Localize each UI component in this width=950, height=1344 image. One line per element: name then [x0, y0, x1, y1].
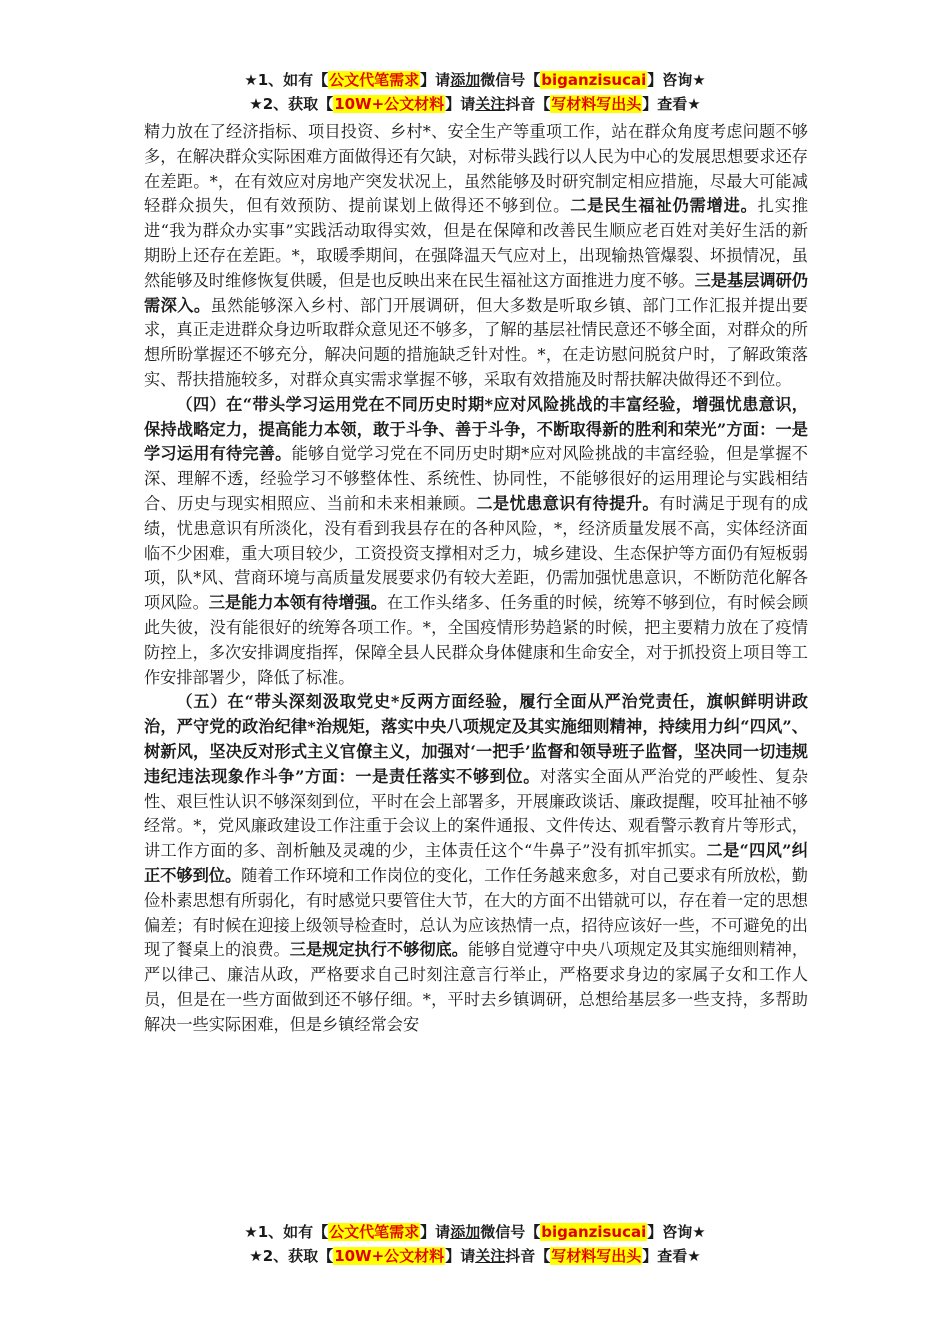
- banner-text: 】请: [445, 95, 476, 113]
- paragraph-heading: 二是“四风”纠正不够到位。: [144, 841, 808, 885]
- banner-text: ★2、获取【: [249, 95, 334, 113]
- paragraph-heading: 二是忧患意识有待提升。: [476, 493, 659, 513]
- paragraph-text: 虽然能够深入乡村、部门开展调研，但大多数是听取乡镇、部门工作汇报并提出要求，真正走进群众身边听取群众意见还不够多，了解的基层社情民意还不够全面，对群众的所想所盼掌握还不够充分，解决问题的措施缺乏针对性。*，在走访慰问脱贫户时，了解政策落实、帮扶措施较多，对群众真实需求掌握不够，采取有效措施及时帮扶解决做得还不到位。: [144, 295, 809, 389]
- banner-text: 抖音【: [505, 1247, 551, 1265]
- banner-text: 】查看★: [642, 95, 701, 113]
- paragraph-heading: 三是基层调研仍需深入。: [144, 270, 808, 315]
- banner-underline: 关注: [475, 95, 506, 113]
- banner-text: ★1、如有【: [244, 71, 329, 89]
- paragraph-text: 能够自觉学习党在不同历史时期*应对风险挑战的丰富经验，但是掌握不深、理解不透，经验学习不够整体性、系统性、协同性，不能够很好的运用理论与实践相结合、历史与现实相照应、当前和未来相兼顾。: [144, 444, 808, 513]
- banner-text: 】请: [420, 71, 451, 89]
- paragraph-text: 扎实推进“我为群众办实事”实践活动取得实效，但是在保障和改善民生顺应老百姓对美好生活的新期盼上还存在差距。*，取暖季期间，在强降温天气应对上，出现输热管爆裂、坏损情况，虽然能够及时维修恢复供暖，但是也反映出来在民生福祉这方面推进力度不够。: [144, 196, 809, 290]
- banner-text: 微信号【: [480, 71, 541, 89]
- paragraph-text: 随着工作环境和工作岗位的变化，工作任务越来愈多，对自己要求有所放松，勤俭朴素思想有所弱化，有时感觉只要管住大节，在大的方面不出错就可以，存在着一定的思想偏差；有时候在迎接上级领导检查时，总认为应该热情一点，招待应该好一些，不可避免的出现了餐桌上的浪费。: [144, 865, 808, 960]
- banner-text: 】请: [420, 1223, 451, 1241]
- body-paragraph-1: [144, 120, 808, 393]
- banner-highlight: 10W+公文材料: [334, 1247, 445, 1265]
- paragraph-text: 在工作头绪多、任务重的时候，统筹不够到位，有时候会顾此失彼，没有能很好的统筹各项工作。*，全国疫情形势趋紧的时候，把主要精力放在了疫情防控上，多次安排调度指挥，保障全县人民群众身体健康和生命安全，对于抓投资上项目等工作安排部署少，降低了标准。: [144, 593, 809, 687]
- document-body: [144, 120, 808, 1037]
- banner-text: 抖音【: [505, 95, 551, 113]
- banner-line-1: [0, 68, 950, 92]
- banner-text: 】咨询★: [647, 1223, 706, 1241]
- banner-text: 】请: [445, 1247, 476, 1265]
- paragraph-heading: 三是能力本领有待增强。: [208, 593, 387, 613]
- banner-underline: 添加: [450, 1223, 481, 1241]
- banner-highlight: 公文代笔需求: [329, 1223, 420, 1241]
- banner-text: ★1、如有【: [244, 1223, 329, 1241]
- banner-highlight: biganzisucai: [541, 71, 647, 89]
- banner-highlight: 10W+公文材料: [334, 95, 445, 113]
- paragraph-heading: （五）在“带头深刻汲取党史*反两方面经验，履行全面从严治党责任，旗帜鲜明讲政治，严守党的政治纪律*治规矩，落实中央八项规定及其实施细则精神，持续用力纠“四风”、树新风，坚决反对形式主义官僚主义，加强对‘一把手’监督和领导班子监督，坚决同一切违规违纪违法现象作斗争”方面：一是责任落实不够到位。: [144, 692, 808, 786]
- paragraph-heading: （四）在“带头学习运用党在不同历史时期*应对风险挑战的丰富经验，增强忧患意识，保持战略定力，提高能力本领，敢于斗争、善于斗争，不断取得新的胜利和荣光”方面：一是学习运用有待完善。: [144, 394, 808, 464]
- banner-underline: 关注: [475, 1247, 506, 1265]
- paragraph-heading: 二是民生福祉仍需增进。: [570, 196, 758, 216]
- body-paragraph-2: [144, 393, 808, 691]
- banner-line-1: [0, 1220, 950, 1244]
- paragraph-text: 能够自觉遵守中央八项规定及其实施细则精神，严以律己、廉洁从政，严格要求自己时刻注意言行举止，严格要求身边的家属子女和工作人员，但是在一些方面做到还不够仔细。*，平时去乡镇调研，总想给基层多一些支持，多帮助解决一些实际困难，但是乡镇经常会安: [144, 940, 809, 1034]
- banner-line-2: [0, 92, 950, 116]
- banner-line-2: [0, 1244, 950, 1268]
- paragraph-heading: 三是规定执行不够彻底。: [289, 940, 468, 960]
- banner-text: 】咨询★: [647, 71, 706, 89]
- paragraph-text: 精力放在了经济指标、项目投资、乡村*、安全生产等重项工作，站在群众角度考虑问题不够多，在解决群众实际困难方面做得还有欠缺，对标带头践行以人民为中心的发展思想要求还存在差距。*，在有效应对房地产突发状况上，虽然能够及时研究制定相应措施，尽最大可能减轻群众损失，但有效预防、提前谋划上做得还不够到位。: [144, 122, 808, 216]
- banner-text: 】查看★: [642, 1247, 701, 1265]
- banner-text: 微信号【: [480, 1223, 541, 1241]
- banner-highlight: 写材料写出头: [551, 1247, 642, 1265]
- header-banner: [0, 68, 950, 116]
- banner-highlight: 公文代笔需求: [329, 71, 420, 89]
- paragraph-text: 对落实全面从严治党的严峻性、复杂性、艰巨性认识不够深刻到位，平时在会上部署多，开展廉政谈话、廉政提醒，咬耳扯袖不够经常。*，党风廉政建设工作注重于会议上的案件通报、文件传达、观看警示教育片等形式，讲工作方面的多、剖析触及灵魂的少，主体责任这个“牛鼻子”没有抓牢抓实。: [144, 766, 809, 861]
- banner-underline: 添加: [450, 71, 481, 89]
- footer-banner: [0, 1220, 950, 1268]
- body-paragraph-3: [144, 690, 808, 1037]
- banner-text: ★2、获取【: [249, 1247, 334, 1265]
- paragraph-text: 有时满足于现有的成绩，忧患意识有所淡化，没有看到我县存在的各种风险，*，经济质量发展不高，实体经济面临不少困难，重大项目较少，工资投资支撑相对乏力，城乡建设、生态保护等方面仍有短板弱项，队*风、营商环境与高质量发展要求仍有较大差距，仍需加强忧患意识，不断防范化解各项风险。: [144, 493, 809, 613]
- banner-highlight: biganzisucai: [541, 1223, 647, 1241]
- banner-highlight: 写材料写出头: [551, 95, 642, 113]
